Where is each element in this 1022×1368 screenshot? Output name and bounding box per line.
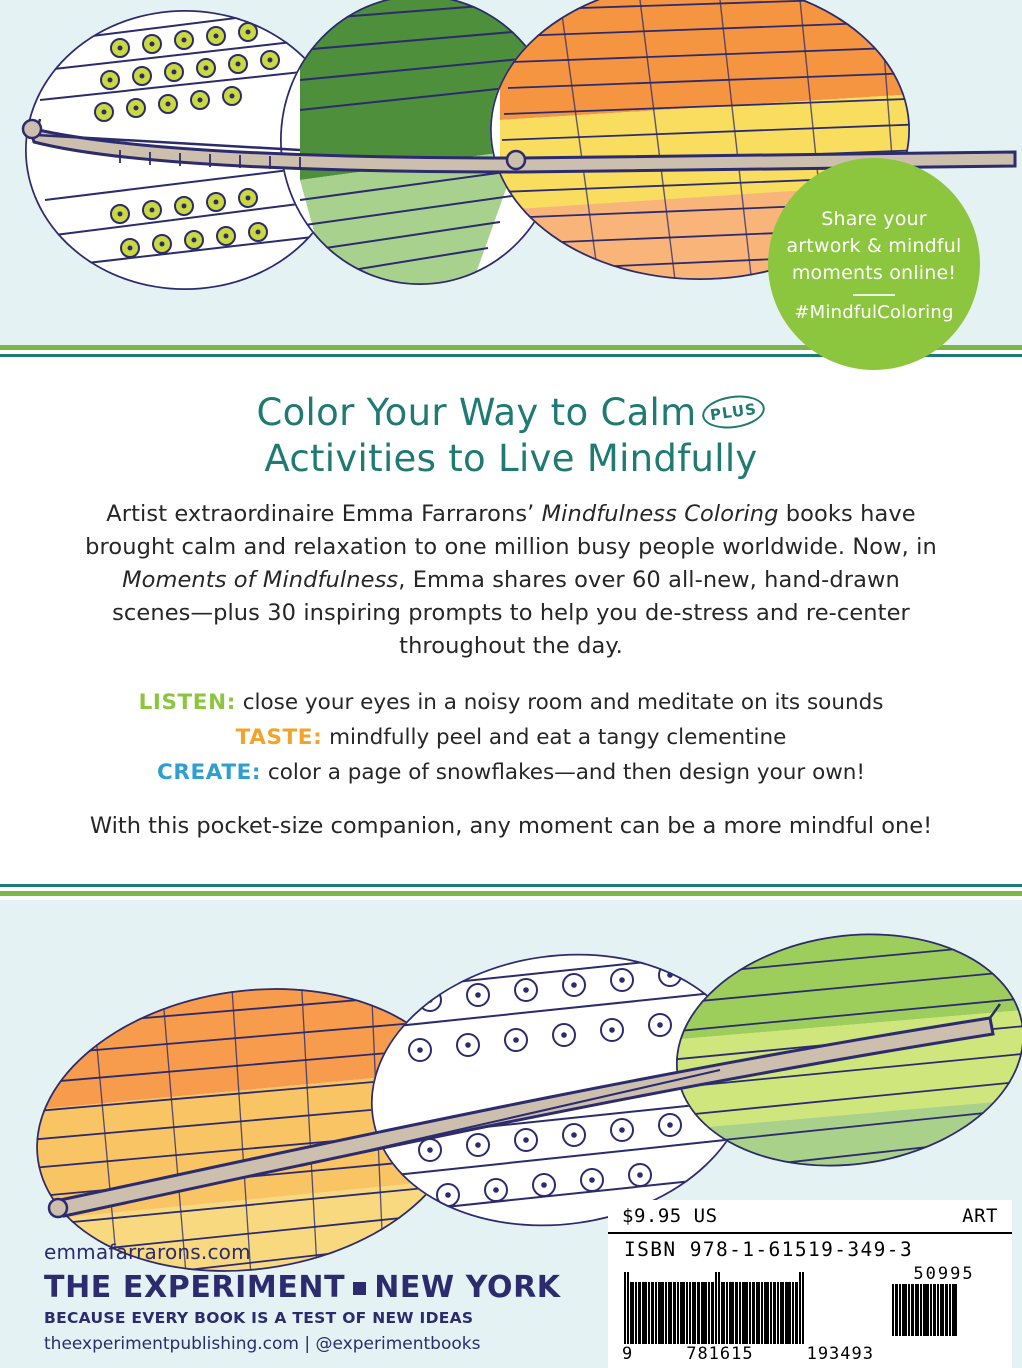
sense-item-taste: [131, 720, 891, 755]
badge-line-2: artwork & mindful: [786, 234, 962, 257]
barcode-bars-area: [608, 1264, 1012, 1368]
barcode-block: [608, 1200, 1012, 1368]
price-bar: [608, 1200, 1012, 1234]
headline-line-1: [72, 390, 950, 436]
blurb-italic-1: Mindfulness Coloring: [541, 501, 779, 527]
headline-line-1-text: Color Your Way to Calm: [256, 391, 697, 434]
badge-divider: [853, 294, 895, 296]
ean13-bars: [624, 1272, 805, 1344]
footer: [0, 1205, 1022, 1368]
sense-item-listen: [131, 685, 891, 720]
publisher-name-right: NEW YORK: [374, 1270, 561, 1305]
sense-text-create: color a page of snowflakes—and then design your own!: [261, 760, 866, 785]
closing-line: With this pocket-size companion, any moment can be a more mindful one!: [89, 813, 933, 839]
blurb-part-3: , Emma shares over 60 all-new, hand-drawn scenes—plus 30 inspiring prompts to help you de-stress and re-center throughout the day.: [112, 567, 910, 659]
ean-group-2: 193493: [806, 1344, 874, 1364]
addon-digits: 50995: [913, 1264, 975, 1284]
sense-text-listen: close your eyes in a noisy room and meditate on its sounds: [235, 690, 884, 715]
sense-key-create: CREATE:: [156, 760, 262, 785]
sense-key-taste: TASTE:: [235, 725, 323, 750]
isbn-line: ISBN 978-1-61519-349-3: [624, 1237, 914, 1261]
barcode-addon: [892, 1264, 996, 1336]
rule-green: [0, 891, 1022, 896]
badge-line-3: moments online!: [791, 261, 957, 284]
badge-line-1: Share your: [821, 207, 927, 230]
publisher-name-left: THE EXPERIMENT: [44, 1270, 346, 1305]
blurb-part-1: Artist extraordinaire Emma Farrarons’: [106, 501, 542, 527]
blurb-part-2: books have brought calm and relaxation to one million busy people worldwide. Now, in: [85, 501, 937, 560]
category-label: ART: [962, 1205, 998, 1227]
ean-left-digit: 9: [622, 1344, 634, 1364]
square-bullet-icon: [353, 1282, 366, 1295]
sense-key-listen: LISTEN:: [138, 690, 236, 715]
sense-text-taste: mindfully peel and eat a tangy clementine: [322, 725, 787, 750]
ean-group-1: 781615: [686, 1344, 754, 1364]
headline-line-2: Activities to Live Mindfully: [264, 437, 758, 480]
share-artwork-badge: [768, 158, 980, 370]
badge-hashtag: #MindfulColoring: [794, 301, 954, 323]
back-cover-copy: [0, 366, 1022, 884]
blurb-paragraph: [83, 498, 939, 663]
publisher-block: [44, 1240, 561, 1354]
sense-item-create: [131, 755, 891, 790]
addon-bars: [892, 1284, 996, 1336]
author-website[interactable]: emmafarrarons.com: [44, 1240, 251, 1264]
headline: [72, 390, 950, 482]
price-label: $9.95 US: [622, 1205, 718, 1227]
blurb-italic-2: Moments of Mindfulness: [122, 567, 399, 593]
sense-list: [131, 685, 891, 790]
plus-badge: PLUS: [701, 392, 768, 432]
publisher-tagline: BECAUSE EVERY BOOK IS A TEST OF NEW IDEAS: [44, 1309, 474, 1327]
publisher-name: [44, 1270, 561, 1305]
ean-digits: [622, 1344, 874, 1364]
publisher-website[interactable]: theexperimentpublishing.com | @experimentbooks: [44, 1334, 481, 1354]
divider-rules-bottom: [0, 884, 1022, 896]
